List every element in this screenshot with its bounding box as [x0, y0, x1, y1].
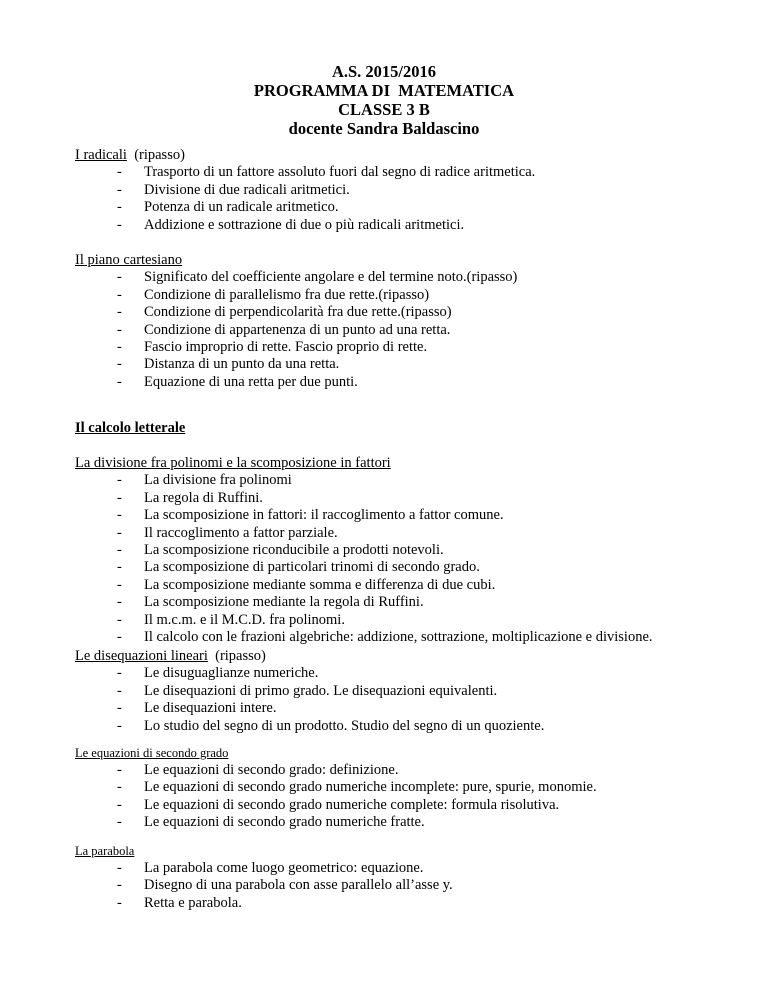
list-item: - Trasporto di un fattore assoluto fuori dal segno di radice aritmetica.	[117, 164, 536, 181]
topic-list	[75, 269, 735, 391]
list-item: - Il calcolo con le frazioni algebriche: addizione, sottrazione, moltiplicazione e divisione.	[117, 629, 653, 646]
list-item: - Equazione di una retta per due punti.	[117, 373, 358, 390]
topic-list	[75, 665, 735, 735]
list-item: - La scomposizione riconducibile a prodotti notevoli.	[117, 542, 444, 559]
list-item: - Le disequazioni di primo grado. Le disequazioni equivalenti.	[117, 682, 498, 699]
list-item: - Fascio improprio di rette. Fascio proprio di rette.	[117, 339, 428, 356]
section-title: Le equazioni di secondo grado	[75, 746, 229, 760]
section-title: Il calcolo letterale	[75, 420, 186, 436]
section-title: Le disequazioni lineari (ripasso)	[75, 648, 266, 664]
section-equazioni-secondo-grado	[75, 745, 735, 832]
list-item: - Le equazioni di secondo grado numeriche complete: formula risolutiva.	[117, 796, 560, 813]
list-item: - Le equazioni di secondo grado numeriche fratte.	[117, 814, 425, 831]
list-item: - Condizione di perpendicolarità fra due rette.(ripasso)	[117, 304, 452, 321]
topic-list	[75, 860, 735, 912]
section-title: La divisione fra polinomi e la scomposizione in fattori	[75, 455, 391, 471]
list-item: - Significato del coefficiente angolare e del termine noto.(ripasso)	[117, 269, 518, 286]
section-calcolo-letterale	[75, 420, 735, 437]
list-item: - Divisione di due radicali aritmetici.	[117, 181, 350, 198]
list-item: - La scomposizione in fattori: il raccoglimento a fattor comune.	[117, 507, 504, 524]
topic-list	[75, 164, 735, 234]
section-title: Il piano cartesiano	[75, 252, 183, 268]
list-item: - Lo studio del segno di un prodotto. Studio del segno di un quoziente.	[117, 717, 545, 734]
topic-list	[75, 472, 735, 646]
school-year: A.S. 2015/2016	[331, 62, 437, 81]
list-item: - Distanza di un punto da una retta.	[117, 356, 340, 373]
section-title: La parabola	[75, 844, 135, 858]
topic-list	[75, 762, 735, 832]
section-radicali	[75, 147, 735, 234]
list-item: - Il raccoglimento a fattor parziale.	[117, 524, 338, 541]
list-item: - Addizione e sottrazione di due o più radicali aritmetici.	[117, 216, 465, 233]
section-disequazioni-lineari	[75, 648, 735, 735]
list-item: - Le equazioni di secondo grado numeriche incomplete: pure, spurie, monomie.	[117, 779, 597, 796]
document-header	[0, 62, 768, 138]
list-item: - La scomposizione mediante somma e differenza di due cubi.	[117, 576, 496, 593]
list-item: - Condizione di parallelismo fra due rette.(ripasso)	[117, 286, 430, 303]
section-parabola	[75, 843, 735, 912]
teacher-name: docente Sandra Baldascino	[288, 119, 480, 138]
list-item: - La scomposizione mediante la regola di Ruffini.	[117, 594, 424, 611]
list-item: - La parabola come luogo geometrico: equazione.	[117, 860, 424, 876]
list-item: - La scomposizione di particolari trinomi di secondo grado.	[117, 559, 480, 576]
section-piano-cartesiano	[75, 252, 735, 391]
list-item: - Disegno di una parabola con asse parallelo all’asse y.	[117, 877, 453, 894]
section-title: I radicali (ripasso)	[75, 147, 185, 163]
list-item: - La divisione fra polinomi	[117, 472, 292, 489]
list-item: - Retta e parabola.	[117, 894, 242, 911]
list-item: - Il m.c.m. e il M.C.D. fra polinomi.	[117, 611, 345, 628]
section-divisione-polinomi	[75, 455, 735, 646]
program-title: PROGRAMMA DI MATEMATICA	[253, 81, 515, 100]
list-item: - Le equazioni di secondo grado: definizione.	[117, 762, 399, 778]
list-item: - Potenza di un radicale aritmetico.	[117, 199, 339, 216]
list-item: - Condizione di appartenenza di un punto ad una retta.	[117, 321, 451, 338]
list-item: - La regola di Ruffini.	[117, 489, 263, 506]
list-item: - Le disuguaglianze numeriche.	[117, 665, 319, 682]
class-name: CLASSE 3 B	[338, 100, 430, 119]
list-item: - Le disequazioni intere.	[117, 700, 277, 717]
